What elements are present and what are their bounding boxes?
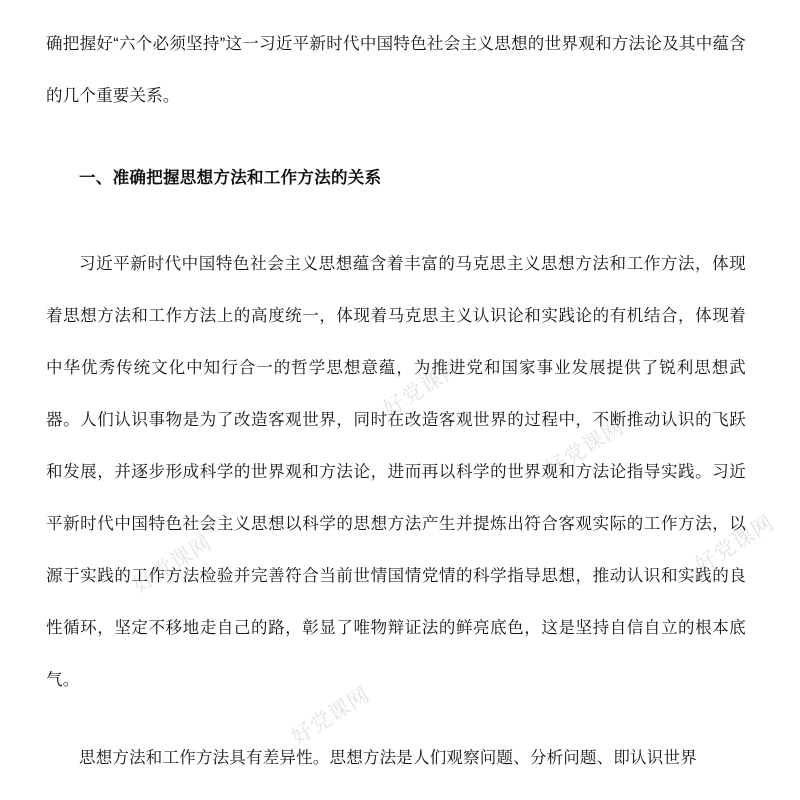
- watermark-text: 好党课网: [379, 355, 467, 422]
- spacer: [46, 122, 746, 152]
- watermark-text: 好党课网: [129, 531, 217, 598]
- watermark-text: 好党课网: [287, 683, 375, 750]
- section-heading-1: 一、准确把握思想方法和工作方法的关系: [79, 169, 382, 187]
- paragraph-continuation: 确把握好“六个必须坚持”这一习近平新时代中国特色社会主义思想的世界观和方法论及其中蕴含的几个重要关系。: [46, 35, 746, 105]
- paragraph-body-2: 思想方法和工作方法具有差异性。思想方法是人们观察问题、分析问题、即认识世界: [79, 749, 697, 767]
- watermark-text: 好党课网: [691, 511, 779, 578]
- document-body: [46, 18, 746, 784]
- spacer: [46, 204, 746, 238]
- watermark-text: 好党课网: [541, 415, 629, 482]
- spacer: [46, 706, 746, 732]
- paragraph-body-1: 习近平新时代中国特色社会主义思想蕴含着丰富的马克思主义思想方法和工作方法，体现着思想方法和工作方法上的高度统一，体现着马克思主义认识论和实践论的有机结合，体现着中华优秀传统文化中知行合一的哲学思想意蕴，为推进党和国家事业发展提供了锐利思想武器。人们认识事物是为了改造客观世界，同时在改造客观世界的过程中，不断推动认识的飞跃和发展，并逐步形成科学的世界观和方法论，进而再以科学的世界观和方法论指导实践。习近平新时代中国特色社会主义思想以科学的思想方法产生并提炼出符合客观实际的工作方法，以源于实践的工作方法检验并完善符合当前世情国情党情的科学指导思想，推动认识和实践的良性循环，坚定不移地走自己的路，彰显了唯物辩证法的鲜亮底色，这是坚持自信自立的根本底气。: [46, 255, 746, 689]
